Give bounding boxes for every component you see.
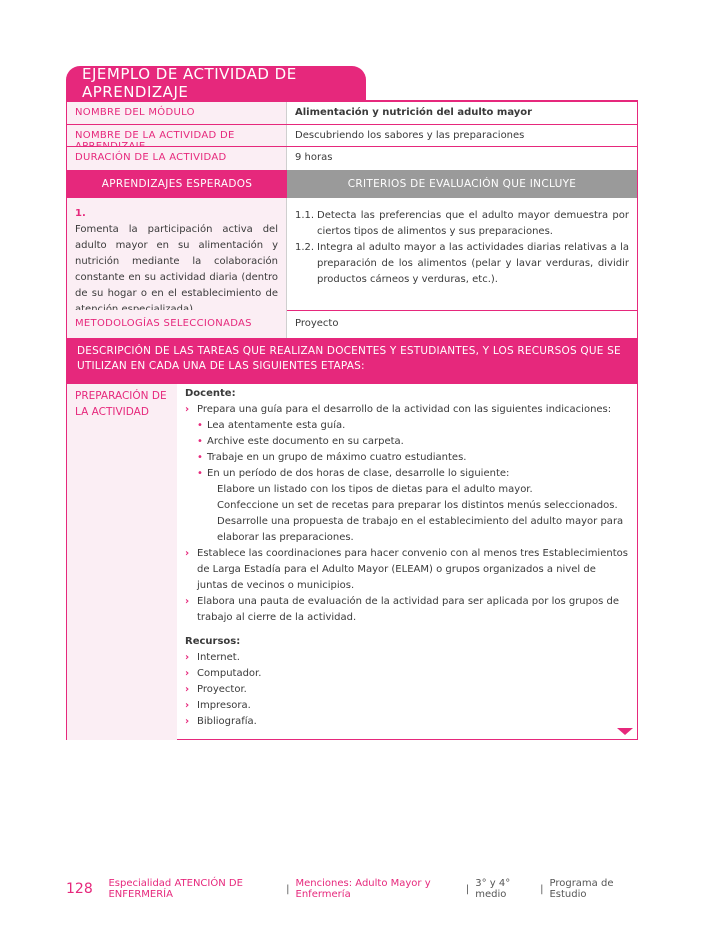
methodology-label: METODOLOGÍAS SELECCIONADAS (67, 310, 287, 338)
instruction-item (185, 450, 629, 466)
criterion-text: Detecta las preferencias que el adulto mayor demuestra por ciertos tipos de alimentos y sus preparaciones. (317, 210, 629, 237)
arrow-icon: › (185, 716, 190, 727)
task-text: Prepara una guía para el desarrollo de la actividad con las siguientes indicaciones: (197, 404, 612, 415)
arrow-icon: › (185, 548, 190, 559)
resource-item (185, 682, 629, 698)
resource-text: Internet. (197, 652, 240, 663)
bullet-icon: • (197, 468, 203, 479)
arrow-icon: › (185, 700, 190, 711)
criteria-header: CRITERIOS DE EVALUACIÓN QUE INCLUYE (287, 170, 637, 198)
duration-row (67, 147, 637, 170)
instruction-text: Lea atentamente esta guía. (207, 420, 346, 431)
arrow-icon: › (185, 652, 190, 663)
module-row (67, 102, 637, 125)
bullet-icon: • (197, 452, 203, 463)
sub-instruction: Confeccione un set de recetas para preparar los distintos menús seleccionados. (217, 500, 618, 511)
criterion-item (295, 208, 629, 240)
resource-text: Proyector. (197, 684, 247, 695)
criteria-list (287, 198, 637, 310)
sub-instruction: Desarrolle una propuesta de trabajo en el establecimiento del adulto mayor para elaborar las preparaciones. (217, 516, 624, 543)
module-value: Alimentación y nutrición del adulto mayor (295, 107, 533, 118)
recursos-heading: Recursos: (185, 636, 241, 647)
learning-outcome (67, 198, 287, 310)
preparation-row (67, 384, 637, 740)
sub-instruction: Elabore un listado con los tipos de dietas para el adulto mayor. (217, 484, 533, 495)
bullet-icon: • (197, 436, 203, 447)
resource-item (185, 650, 629, 666)
page-number: 128 (66, 881, 93, 897)
instruction-item (185, 466, 629, 482)
criterion-number: 1.2. (295, 242, 315, 253)
activity-row (67, 125, 637, 147)
learning-header: APRENDIZAJES ESPERADOS (67, 170, 287, 198)
instruction-item (185, 434, 629, 450)
task-text: Elabora una pauta de evaluación de la actividad para ser aplicada por los grupos de trabajo al cierre de la actividad. (197, 596, 620, 623)
activity-label: NOMBRE DE LA ACTIVIDAD DE (67, 125, 287, 146)
footer-separator: | (540, 883, 544, 895)
task-text: Establece las coordinaciones para hacer convenio con al menos tres Establecimientos de Larga Estadía para el Adulto Mayor (ELEAM) o grupos organizados a nivel de juntas de vecinos o municipios. (197, 548, 628, 591)
stage-content (177, 384, 637, 740)
resource-item (185, 714, 629, 730)
instruction-item (185, 418, 629, 434)
activity-table (66, 100, 638, 740)
resource-item (185, 666, 629, 682)
footer-mention: Menciones: Adulto Mayor y Enfermería (295, 878, 431, 900)
criterion-number: 1.1. (295, 210, 315, 221)
criterion-item (295, 240, 629, 288)
description-bar: DESCRIPCIÓN DE LAS TAREAS QUE REALIZAN DOCENTES Y ESTUDIANTES, Y LOS RECURSOS QUE SE UTILIZAN EN CADA UNA DE LAS SIGUIENTES ETAPAS: (67, 338, 637, 384)
learning-text: Fomenta la participación activa del adulto mayor en su alimentación y nutrición mediante la colaboración constante en su actividad diaria (dentro de su hogar o en el establecimiento de (75, 224, 278, 299)
resource-text: Impresora. (197, 700, 251, 711)
module-label: NOMBRE DEL MÓDULO (67, 102, 287, 124)
criterion-text: Integra al adulto mayor a las actividades diarias relativas a la preparación de los alimentos (pelar y lavar verduras, dividir productos cárneos y verduras, etc.). (317, 242, 629, 285)
section-header-row (67, 170, 637, 198)
resource-text: Computador. (197, 668, 262, 679)
arrow-icon: › (185, 684, 190, 695)
learning-criteria-row (67, 198, 637, 311)
learning-number: 1. (75, 208, 86, 219)
task-item (185, 402, 629, 418)
activity-value: Descubriendo los sabores y las preparaciones (295, 130, 525, 141)
instruction-text: Trabaje en un grupo de máximo cuatro estudiantes. (207, 452, 467, 463)
activity-title-tab (66, 66, 366, 100)
task-item (185, 546, 629, 594)
resource-item (185, 698, 629, 714)
activity-title: EJEMPLO DE ACTIVIDAD DE APRENDIZAJE (82, 65, 297, 101)
instruction-text: En un período de dos horas de clase, desarrolle lo siguiente: (207, 468, 510, 479)
footer-program: Programa de Estudio (549, 878, 614, 900)
docente-heading: Docente: (185, 388, 236, 399)
resource-text: Bibliografía. (197, 716, 257, 727)
stage-label: PREPARACIÓN DE LA ACTIVIDAD (67, 384, 177, 740)
footer-level: 3° y 4° medio (475, 878, 511, 900)
duration-label: DURACIÓN DE LA ACTIVIDAD (67, 147, 287, 170)
instruction-text: Archive este documento en su carpeta. (207, 436, 404, 447)
arrow-icon: › (185, 404, 190, 415)
footer-specialty: Especialidad ATENCIÓN DE ENFERMERÍA (108, 878, 243, 900)
bullet-icon: • (197, 420, 203, 431)
arrow-icon: › (185, 596, 190, 607)
methodology-row (67, 310, 637, 338)
task-item (185, 594, 629, 626)
footer-separator: | (286, 883, 290, 895)
duration-value: 9 horas (295, 152, 333, 163)
arrow-icon: › (185, 668, 190, 679)
footer-separator: | (465, 883, 470, 895)
methodology-value: Proyecto (295, 318, 339, 329)
page-footer (66, 878, 638, 900)
continue-triangle-icon (617, 728, 633, 735)
